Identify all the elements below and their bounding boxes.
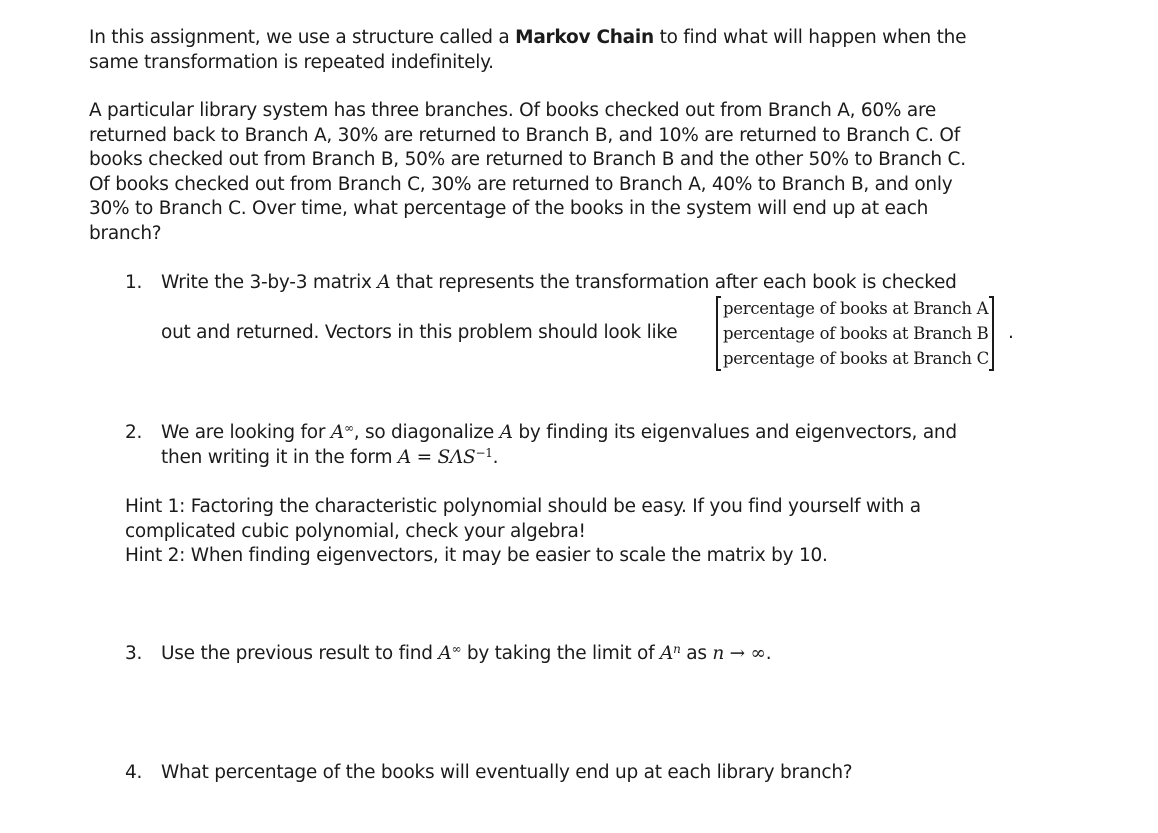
question-number: 3. — [125, 643, 143, 664]
question-1-line-2: out and returned. Vectors in this problem should look like — [161, 322, 678, 343]
problem-paragraph — [89, 99, 1049, 246]
question-number: 2. — [125, 422, 143, 443]
hints-block — [125, 495, 1085, 569]
vector-entry: percentage of books at Branch B — [723, 324, 989, 343]
hint-1-line-1: Hint 1: Factoring the characteristic polynomial should be easy. If you find yourself with a — [125, 496, 921, 517]
math-var-A: A — [499, 422, 513, 443]
intro-paragraph — [89, 26, 1049, 75]
problem-line: returned back to Branch A, 30% are returned to Branch B, and 10% are returned to Branch C. Of — [89, 124, 960, 146]
problem-line: 30% to Branch C. Over time, what percentage of the books in the system will end up at each — [89, 198, 929, 219]
math-var-A: A — [330, 422, 344, 443]
problem-line: A particular library system has three branches. Of books checked out from Branch A, 60% are — [89, 100, 937, 121]
problem-line: books checked out from Branch B, 50% are returned to Branch B and the other 50% to Branch C. — [89, 149, 966, 170]
branch-vector-matrix — [716, 296, 994, 371]
hint-1-line-2: complicated cubic polynomial, check your algebra! — [125, 520, 586, 542]
question-1-line-1: Write the 3-by-3 matrix A that represents the transformation after each book is checked — [161, 272, 957, 293]
math-var-A: A — [377, 272, 391, 293]
hint-2: Hint 2: When finding eigenvectors, it may be easier to scale the matrix by 10. — [125, 545, 828, 566]
question-number: 1. — [125, 272, 143, 293]
markov-chain-term: Markov Chain — [515, 27, 654, 48]
intro-line-1: In this assignment, we use a structure called a Markov Chain to find what will happen when the — [89, 27, 967, 48]
math-var-A: A — [660, 643, 674, 664]
question-4-text: What percentage of the books will eventually end up at each library branch? — [161, 762, 853, 783]
question-2-line-2: then writing it in the form $A = S\Lambda S^{-1}$. — [161, 445, 499, 468]
intro-line-2: same transformation is repeated indefinitely. — [89, 51, 494, 73]
limit-expression: n → ∞ — [712, 643, 766, 664]
question-2-line-1: We are looking for A∞, so diagonalize A by finding its eigenvalues and eigenvectors, and — [161, 421, 957, 443]
problem-line: Of books checked out from Branch C, 30% are returned to Branch A, 40% to Branch B, and only — [89, 173, 953, 195]
vector-entry: percentage of books at Branch A — [723, 299, 989, 318]
vector-entry: percentage of books at Branch C — [723, 349, 989, 368]
problem-line: branch? — [89, 222, 162, 244]
vector-period: . — [1008, 322, 1014, 343]
question-3-text: Use the previous result to find A∞ by taking the limit of $A^n$ as n → ∞. — [161, 642, 772, 664]
math-var-A: A — [438, 643, 452, 664]
question-number: 4. — [125, 762, 143, 783]
diagonalization-equation: A = SΛS — [397, 446, 476, 468]
